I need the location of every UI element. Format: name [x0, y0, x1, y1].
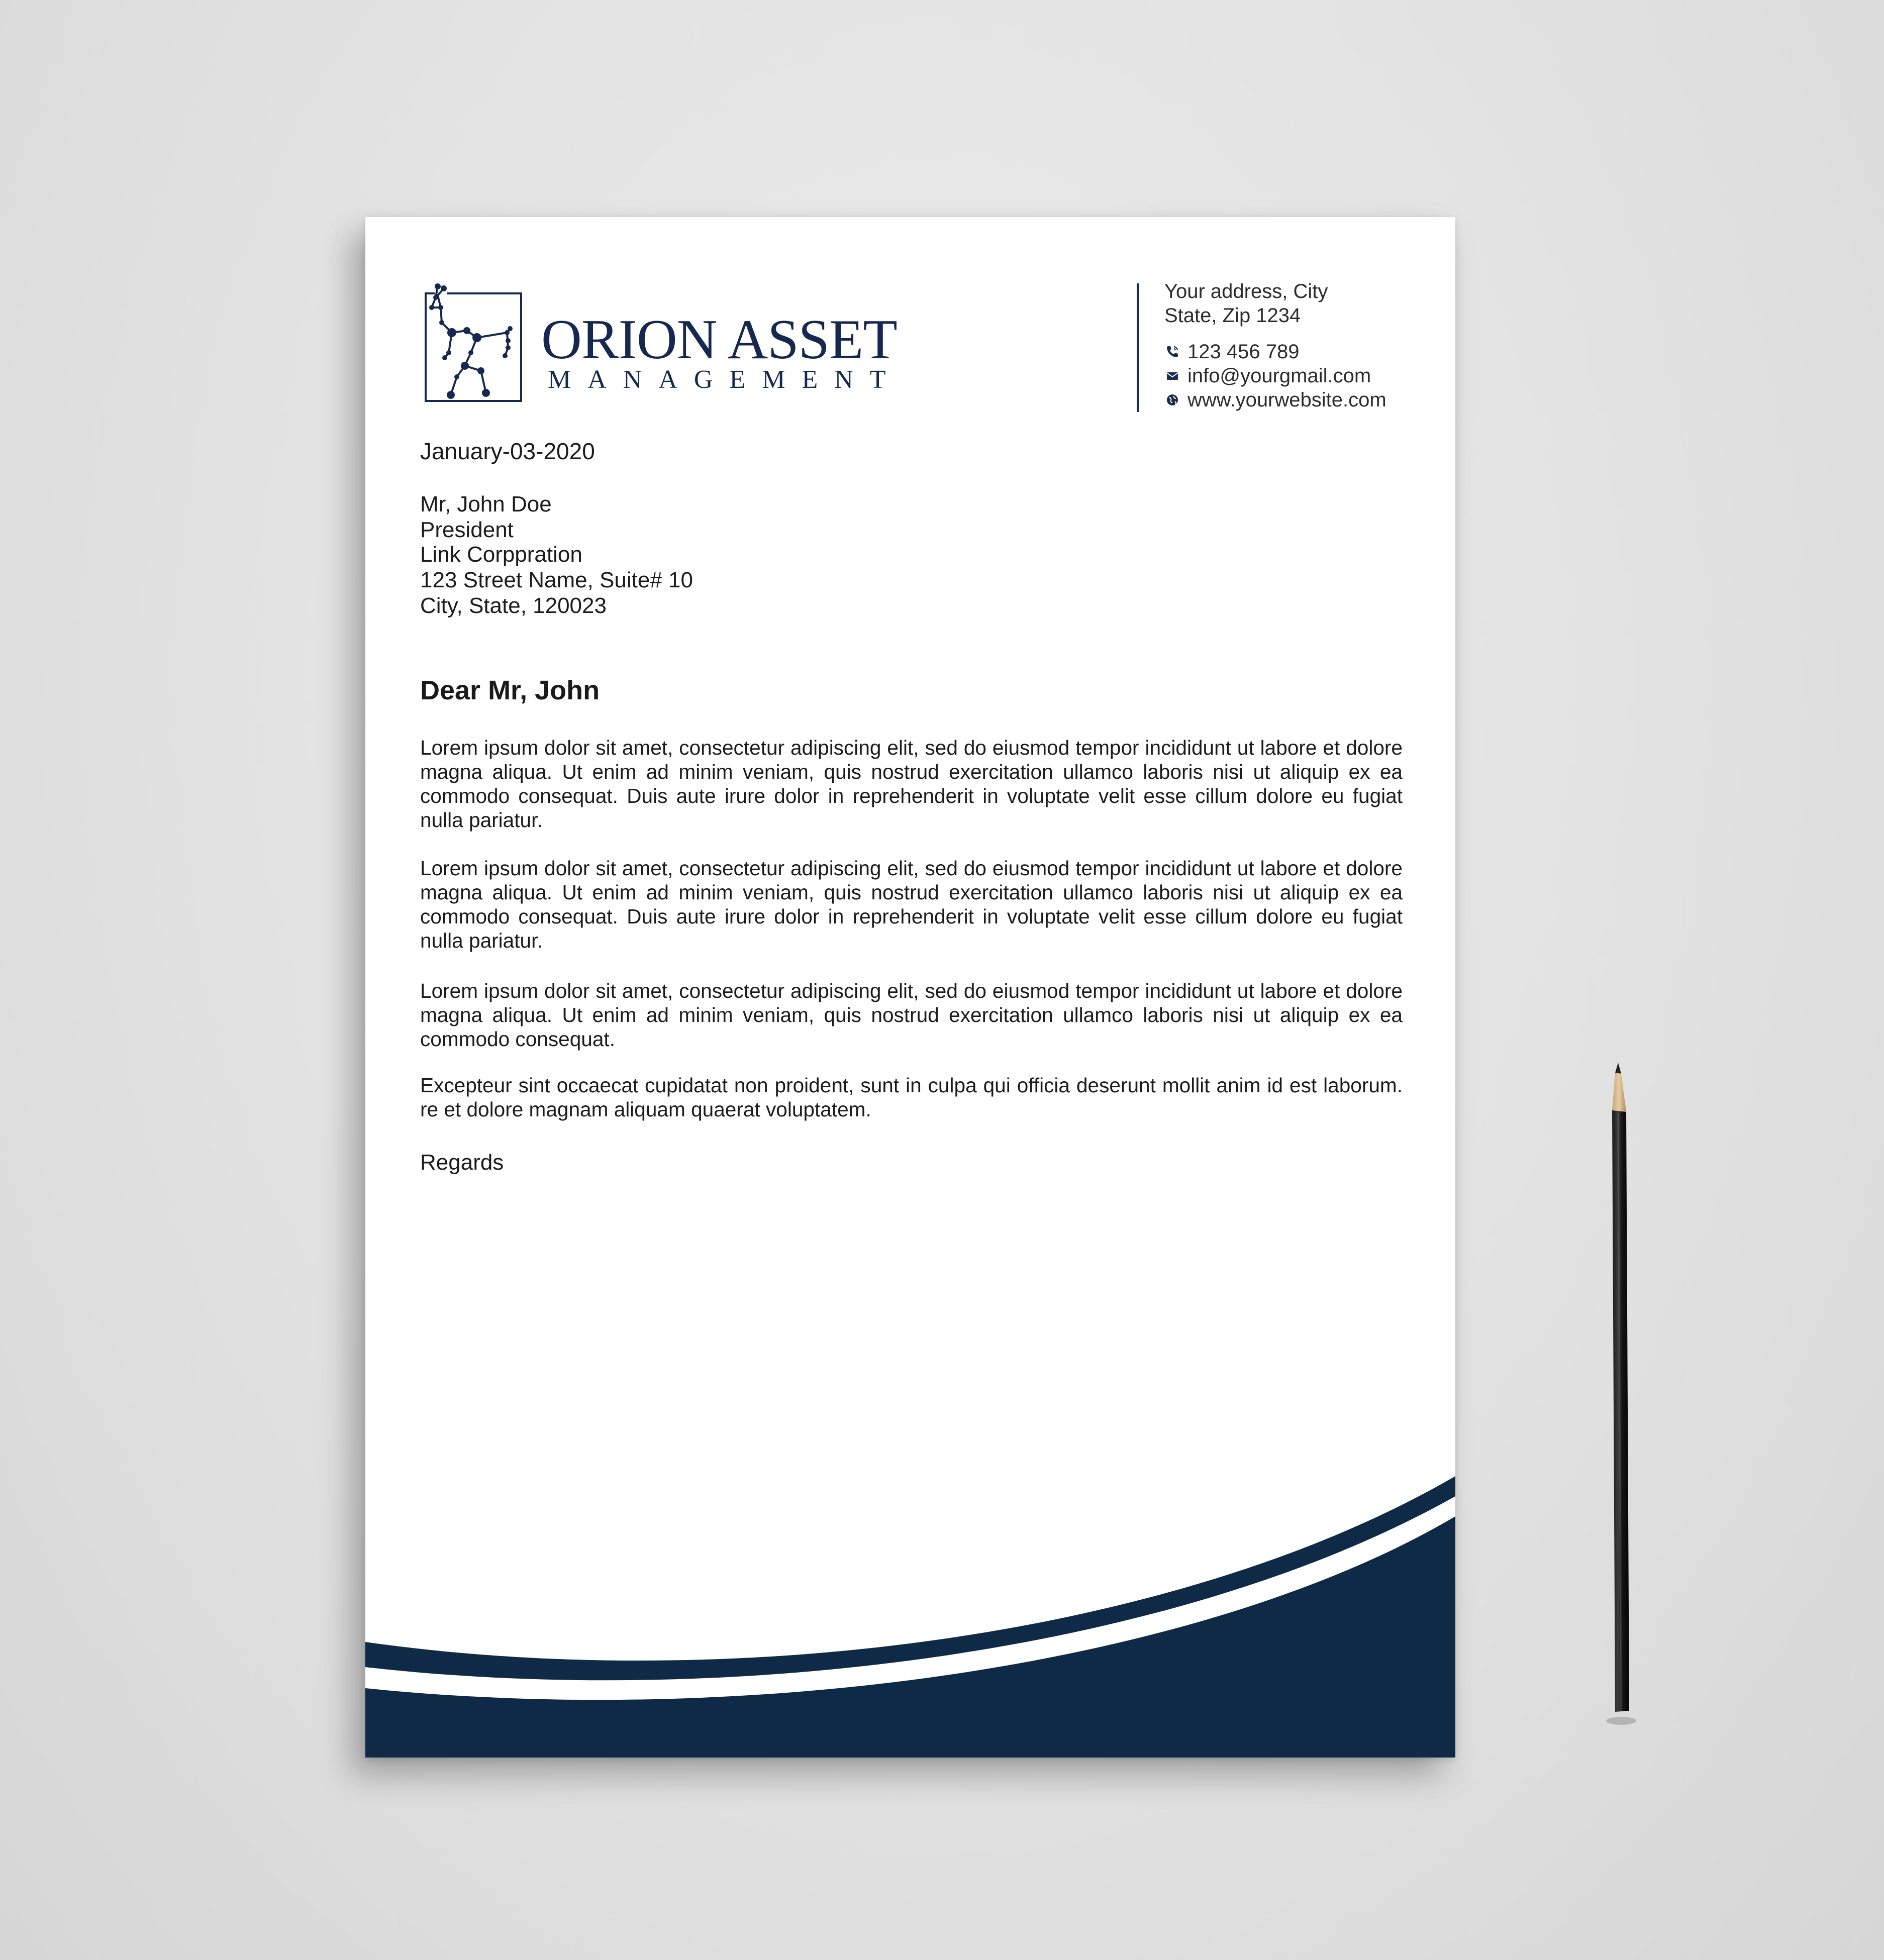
- orion-constellation-icon: [421, 282, 526, 403]
- paragraph: Excepteur sint occaecat cupidatat non proident, sunt in culpa qui officia deserunt mollit anim id est laborum. re et dolore magnam aliquam quaerat voluptatem.: [420, 1074, 1403, 1121]
- pencil-icon: [1598, 1063, 1638, 1726]
- address-line-2: State, Zip 1234: [1164, 304, 1301, 327]
- contact-phone-row: [1164, 340, 1386, 364]
- contact-email: info@yourgmail.com: [1187, 365, 1371, 387]
- recipient-title: President: [420, 518, 514, 542]
- salutation: Dear Mr, John: [420, 675, 600, 705]
- contact-info: [1164, 279, 1386, 412]
- company-street: 123 Street Name, Suite# 10: [420, 568, 693, 592]
- brand-subtitle: MANAGEMENT: [548, 365, 903, 394]
- contact-website: www.yourwebsite.com: [1187, 389, 1386, 411]
- globe-icon: [1164, 392, 1180, 408]
- paragraph: Lorem ipsum dolor sit amet, consectetur adipiscing elit, sed do eiusmod tempor incididunt ut labore et dolore magna aliqua. Ut enim ad minim veniam, quis nostrud exercitation ullamco laboris nisi ut aliquip ex ea commodo consequat.: [420, 979, 1403, 1051]
- letterhead-sheet: [365, 217, 1455, 1758]
- footer-wave: [365, 1476, 1455, 1758]
- letter-date: January-03-2020: [420, 438, 595, 464]
- address-line-1: Your address, City: [1164, 280, 1328, 302]
- company-name: Link Corppration: [420, 542, 582, 567]
- company-address-block: [420, 542, 693, 618]
- company-logo: [421, 282, 923, 403]
- recipient-block: [420, 491, 552, 543]
- paragraph: Lorem ipsum dolor sit amet, consectetur adipiscing elit, sed do eiusmod tempor incididunt ut labore et dolore magna aliqua. Ut enim ad minim veniam, quis nostrud exercitation ullamco laboris nisi ut aliquip ex ea commodo consequat. Duis aute irure dolor in reprehenderit in voluptate velit esse cillum dolore eu fugiat nulla pariatur.: [420, 857, 1403, 952]
- closing: Regards: [420, 1150, 504, 1175]
- recipient-name: Mr, John Doe: [420, 492, 552, 517]
- contact-divider: [1137, 283, 1139, 412]
- contact-phone: 123 456 789: [1187, 341, 1300, 363]
- contact-email-row: [1164, 364, 1386, 388]
- contact-website-row: [1164, 388, 1386, 412]
- phone-icon: [1164, 344, 1180, 360]
- brand-name: ORION ASSET: [541, 308, 897, 371]
- envelope-icon: [1164, 368, 1180, 384]
- company-city: City, State, 120023: [420, 593, 607, 618]
- paragraph: Lorem ipsum dolor sit amet, consectetur adipiscing elit, sed do eiusmod tempor incididunt ut labore et dolore magna aliqua. Ut enim ad minim veniam, quis nostrud exercitation ullamco laboris nisi ut aliquip ex ea commodo consequat. Duis aute irure dolor in reprehenderit in voluptate velit esse cillum dolore eu fugiat nulla pariatur.: [420, 736, 1403, 832]
- contact-spacer: [1164, 328, 1386, 340]
